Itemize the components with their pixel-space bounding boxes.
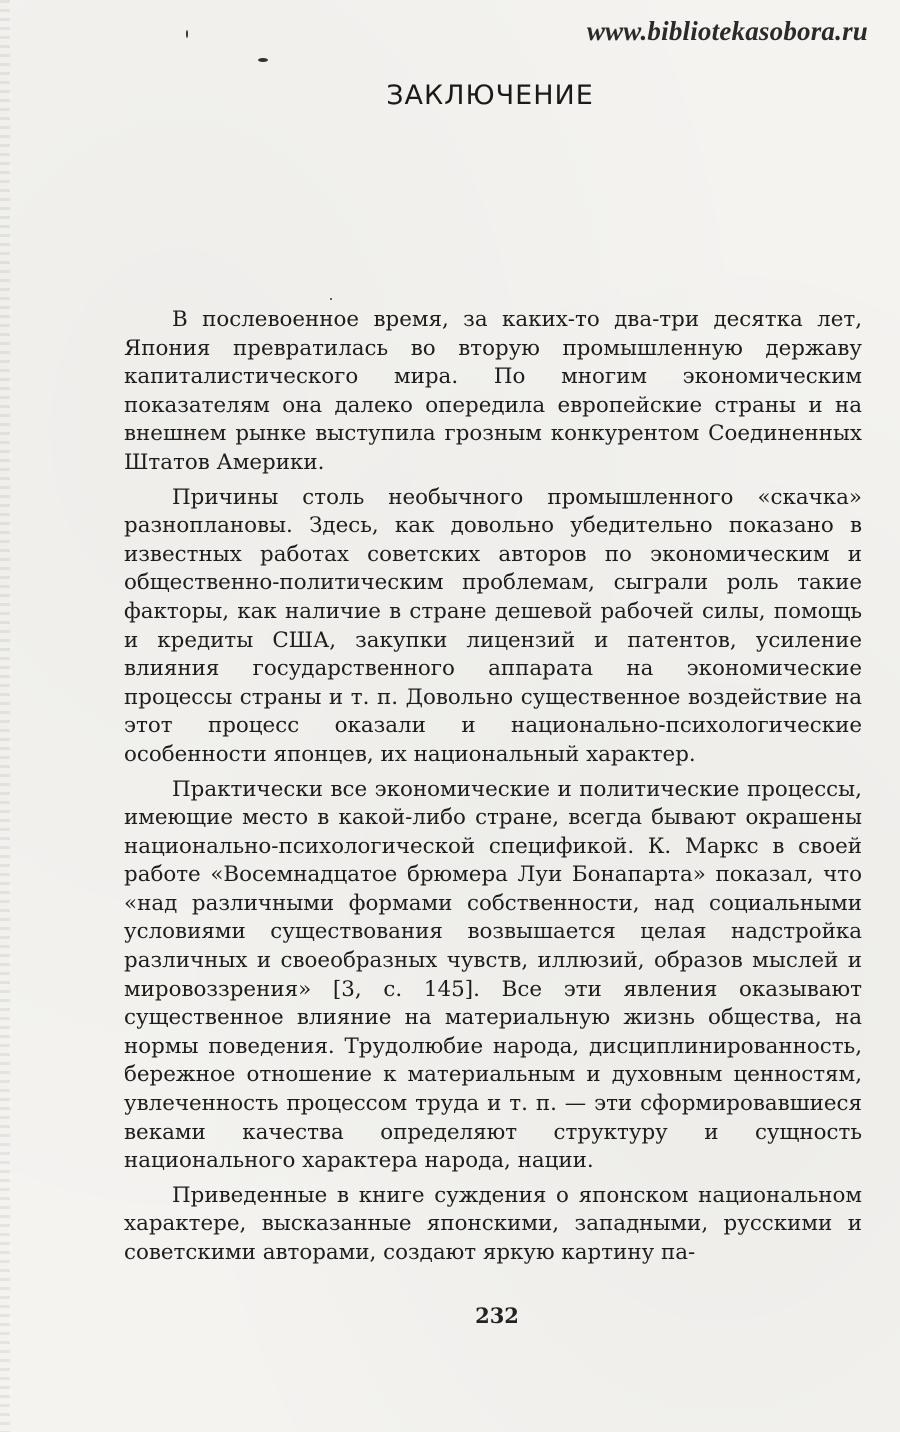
print-speck [186,30,188,38]
page-number: 232 [475,1303,519,1328]
page-edge-shadow [0,0,10,1432]
paragraph-1: В послевоенное время, за каких-то два-три десятка лет, Япония превратилась во вторую промышленную державу капиталистического мира. По многим экономическим показателям она далеко опередила европейские страны и на внешнем рынке выступила грозным конкурентом Соединенных Штатов Америки. [124,307,862,475]
paragraph-4: Приведенные в книге суждения о японском национальном характере, высказанные японскими, западными, русскими и советскими авторами, создают яркую картину па- [124,1182,862,1265]
watermark-url: www.bibliotekasobora.ru [586,16,868,46]
print-speck [258,58,268,62]
paragraph-3: Практически все экономические и политические процессы, имеющие место в какой-либо стране, всегда бывают окрашены национально-психологической спецификой. К. Маркс в своей работе «Восемнадцатое брюмера Луи Бонапарта» показал, что «над различными формами собственности, над социальными условиями существования возвышается целая надстройка различных и своеобразных чувств, иллюзий, образов мыслей и мировоззрения» [3, с. 145]. Все эти явления оказывают существенное влияние на материальную жизнь общества, на нормы поведения. Трудолюбие народа, дисциплинированность, бережное отношение к материальным и духовным ценностям, увлеченность процессом труда и т. п. — эти сформировавшиеся веками качества определяют структуру и сущность национального характера народа, нации. [124,776,862,1174]
paragraph-2: Причины столь необычного промышленного «скачка» разноплановы. Здесь, как довольно убедительно показано в известных работах советских авторов по экономическим и общественно-политическим проблемам, сыграли роль такие факторы, как наличие в стране дешевой рабочей силы, помощь и кредиты США, закупки лицензий и патентов, усиление влияния государственного аппарата на экономические процессы страны и т. п. Довольно существенное воздействие на этот процесс оказали и национально-психологические особенности японцев, их национальный характер. [124,484,862,767]
body-text [124,306,862,1274]
print-speck [330,298,332,300]
chapter-heading: ЗАКЛЮЧЕНИЕ [386,80,594,111]
